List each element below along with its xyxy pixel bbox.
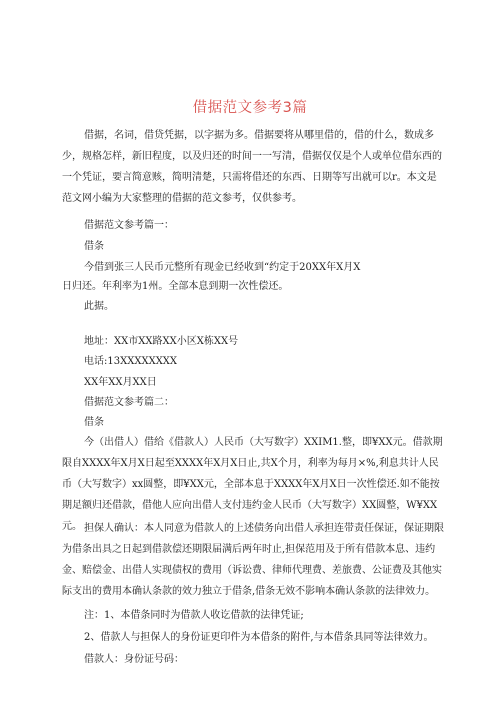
closing-phrase: 此据。 (84, 301, 114, 312)
address-line: 地址：XX市XX路XX小区X栋XX号 (84, 336, 239, 347)
borrower-id-line: 借款人：身份证号码： (84, 654, 184, 665)
section-heading-1: 借据范文参考篇一： (84, 220, 174, 231)
iou-body-line-1: 今借到张三人民币元整所有现金已经收到“约定于20XX年X月X (84, 262, 361, 273)
page-title: 借据范文参考3篇 (192, 100, 308, 116)
note-2: 2、借款人与担保人的身份证更印件为本借条的附件,与本借条具同等法律效力。 (84, 632, 434, 643)
note-1: 注：1、本借条同时为借款人收讫借款的法律凭证; (84, 610, 304, 621)
iou-label-1: 借条 (84, 241, 104, 252)
guarantor-paragraph: 担保人确认：本人同意为借款人的上述债务向出借人承担连带责任保证，保证期限为借条出具之日起到借款偿还期限届满后两年时止,担保范用及于所有借款本息、违约金、赔偿金、出借人实现债权的费用（诉讼费、律师代理费、差旅费、公证费及其他实际支出的费用本确认条款的效力独立于借条,借条无效不影响本确认条款的法律效力。 (62, 523, 444, 597)
loan-terms-paragraph: 今（出借人）借给《借款人）人民币（大写数字）XXIM1.整，即¥XX元。借款期限自XXXX年X月X日起至XXXX年X月X日止,共X个月，利率为每月×%,利息共计人民币（大写数字）xx圆整，即¥XX元，全部本息于XXXX年X月X日一次性偿还.如不能按期足额归还借款，借他人应向出借人支付违约金人民币（大写数字）XX圆整，W¥XX元。 (62, 437, 443, 532)
date-line: XX年XX月XX日 (84, 377, 157, 388)
iou-label-2: 借条 (84, 417, 104, 428)
phone-line: 电话:13XXXXXXXX (84, 356, 178, 367)
section-heading-2: 借据范文参考篇二： (84, 397, 174, 408)
iou-body-line-2: 日归还。年利率为1州。全部本息到期一次性偿还。 (62, 281, 289, 292)
intro-paragraph: 借据，名词，借贷凭据，以字据为多。借据要将从哪里借的，借的什么，数成多少，规格怎样，新旧程度，以及归还的时间一一写清，借据仅仅是个人或单位借东西的一个凭证，要言简意赅，简明清楚，只需将借还的东西、日期等写出就可以r。本文是范文网小编为大家整理的借据的范文参考，仅供参考。 (62, 130, 442, 204)
